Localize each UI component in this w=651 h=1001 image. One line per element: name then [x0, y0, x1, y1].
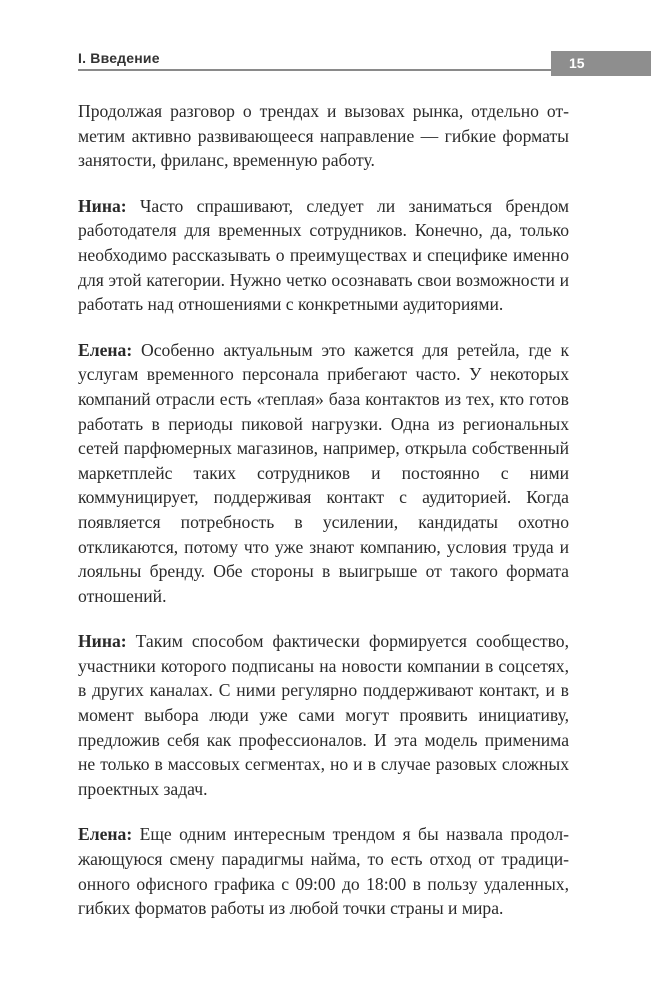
- speaker-name: Елена:: [78, 824, 133, 845]
- speaker-name: Нина:: [78, 195, 127, 216]
- header-rule: [78, 69, 560, 71]
- paragraph-text: Продолжая разговор о трендах и вызовах рынка, отдельно отметим активно развивающееся направление — гибкие форматы занятости, фриланс, временную работу.: [78, 101, 569, 171]
- paragraph: [78, 629, 569, 801]
- paragraph-text: Таким способом фактически формируется сообщество, участники которого подписаны на новости компании в соцсетях, в других каналах. С ними регулярно поддерживают контакт, и в момент выбора люди уже сами могут проявить инициативу, предложив себя как профессионалов. И эта модель применима не только в массовых сегментах, но и в случае разовых сложных проектных задач.: [78, 631, 569, 799]
- paragraph-text: Еще одним интересным трендом я бы назвала продолжающуюся смену парадигмы найма, то есть отход от традиционного офисного графика с 09:00 до 18:00 в пользу удаленных, гибких форматов работы из любой точки страны и мира.: [78, 824, 569, 919]
- page-number: 15: [569, 55, 585, 71]
- page-body: [78, 99, 569, 942]
- paragraph-text: Часто спрашивают, следует ли заниматься брендом работодателя для временных сотрудников. Конечно, да, только необходимо рассказывать о преимуществах и специфике именно для этой категории. Нужно четко осознавать свои возможности и работать над отношениями с конкретными аудиториями.: [78, 195, 569, 315]
- paragraph: [78, 338, 569, 609]
- paragraph: [78, 194, 569, 317]
- speaker-name: Елена:: [78, 339, 133, 360]
- speaker-name: Нина:: [78, 631, 127, 652]
- paragraph: [78, 99, 569, 173]
- paragraph: [78, 822, 569, 920]
- paragraph-text: Особенно актуальным это кажется для ретейла, где к услугам временного персонала прибегают часто. У некоторых компаний отрасли есть «теплая» база контактов из тех, кто готов работать в периоды пиковой нагрузки. Одна из региональных сетей парфюмерных магазинов, например, открыла собственный маркетплейс таких сотрудников и постоянно с ними коммуницирует, поддерживая контакт с аудиторией. Когда появляется потребность в усилении, кандидаты охотно откликаются, потому что уже знают компанию, условия труда и лояльны бренду. Обе стороны в выигрыше от такого формата отношений.: [78, 339, 569, 606]
- page-number-badge: [551, 51, 651, 76]
- chapter-title: I. Введение: [78, 50, 160, 66]
